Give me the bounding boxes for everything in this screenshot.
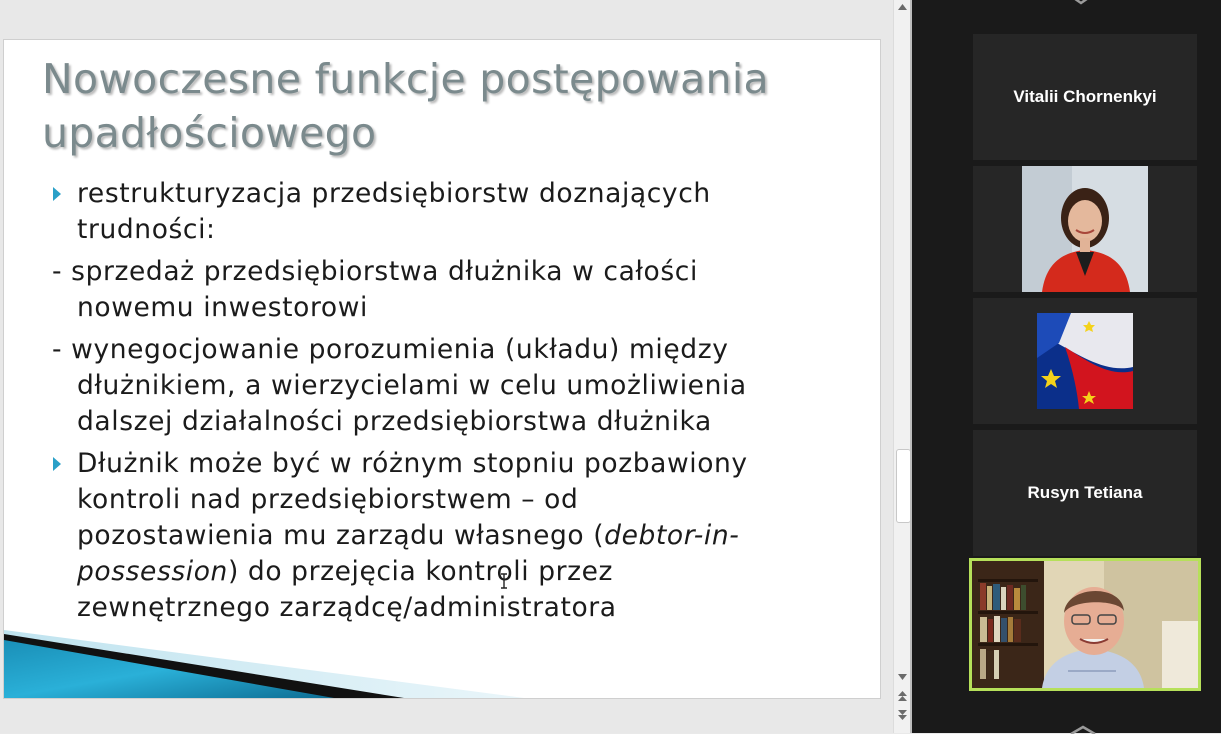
- slide-title-line-2: upadłościowego: [42, 109, 377, 157]
- participant-tile[interactable]: [973, 430, 1197, 556]
- participant-tile[interactable]: [973, 34, 1197, 160]
- participant-name: Rusyn Tetiana: [1027, 483, 1143, 502]
- bullet-triangle-icon: [52, 456, 66, 474]
- scrollbar-thumb[interactable]: [896, 449, 911, 523]
- active-speaker-tile[interactable]: [969, 558, 1201, 691]
- italic-term: debtor-in-: [604, 520, 740, 551]
- bullet-text-line: zewnętrznego zarządcę/administratora: [77, 592, 617, 623]
- participant-video-thumbnail: [1037, 313, 1133, 409]
- slide-title-line-1: Nowoczesne funkcje postępowania: [42, 55, 769, 103]
- page-down-icon[interactable]: [894, 708, 911, 722]
- scroll-up-icon[interactable]: [894, 0, 911, 14]
- bullet-text-line: trudności:: [77, 214, 216, 245]
- italic-term: possession: [77, 556, 228, 587]
- close-icon[interactable]: [1064, 0, 1098, 8]
- slide-corner-decoration: [4, 578, 880, 698]
- slide[interactable]: [3, 39, 881, 699]
- bullet-triangle-icon: [52, 186, 66, 204]
- bullet-text-line: [77, 518, 739, 555]
- sub-item-line: dalszej działalności przedsiębiorstwa dłużnika: [77, 406, 712, 437]
- text-segment: ) do przejęcia kontroli przez: [227, 556, 614, 587]
- participant-video-thumbnail: [972, 561, 1198, 688]
- participant-video-thumbnail: [1022, 166, 1148, 292]
- bullet-text-line: restrukturyzacja przedsiębiorstw doznających: [77, 178, 711, 209]
- participant-tile[interactable]: [973, 298, 1197, 424]
- participant-tile[interactable]: [973, 166, 1197, 292]
- bullet-text-line: Dłużnik może być w różnym stopniu pozbawiony: [77, 448, 748, 479]
- page-up-icon[interactable]: [894, 689, 911, 703]
- text-segment: pozostawienia mu zarządu własnego (: [77, 520, 605, 551]
- participant-name: Vitalii Chornenkyi: [1013, 87, 1157, 106]
- slide-title: [42, 52, 862, 160]
- participants-panel: [912, 0, 1221, 733]
- sub-item-line: - sprzedaż przedsiębiorstwa dłużnika w całości: [52, 256, 698, 287]
- sub-item-line: - wynegocjowanie porozumienia (układu) między: [52, 334, 729, 365]
- vertical-scrollbar[interactable]: [893, 0, 911, 733]
- sub-item-line: dłużnikiem, a wierzycielami w celu umożliwienia: [77, 370, 747, 401]
- bullet-text-line: kontroli nad przedsiębiorstwem – od: [77, 484, 579, 515]
- text-cursor-icon: [499, 573, 509, 589]
- sub-item-line: nowemu inwestorowi: [77, 292, 368, 323]
- scroll-down-icon[interactable]: [894, 670, 911, 684]
